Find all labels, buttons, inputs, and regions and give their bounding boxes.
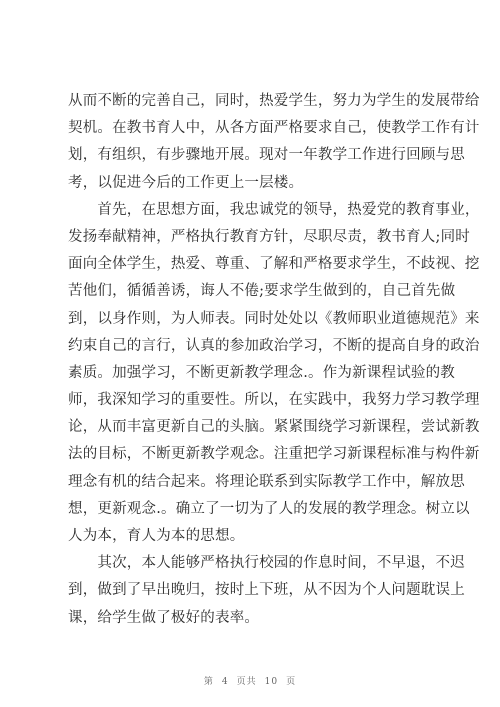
- document-body: [68, 88, 480, 632]
- text-line: 从而不断的完善自己，同时，热爱学生，努力为学生的发展带给: [68, 93, 480, 109]
- text-line: 到，以身作则，为人师表。同时处处以《教师职业道德规范》来: [68, 310, 480, 327]
- text-line: 其次，本人能够严格执行校园的作息时间，不早退，不迟: [68, 555, 465, 572]
- text-line: 面向全体学生，热爱、尊重、了解和严格要求学生，不歧视、挖: [68, 256, 480, 273]
- text-line: 到，做到了早出晚归，按时上下班，从不因为个人问题耽误上: [68, 582, 465, 599]
- text-line: 课，给学生做了极好的表率。: [68, 609, 260, 626]
- text-line: 约束自己的言行，认真的参加政治学习，不断的提高自身的政治: [68, 337, 480, 354]
- footer-suffix: 页: [286, 677, 297, 687]
- text-line: 划，有组织，有步骤地开展。现对一年教学工作进行回顾与思: [68, 147, 465, 164]
- text-line: 理念有机的结合起来。将理论联系到实际教学工作中，解放思: [68, 473, 465, 490]
- text-line: 契机。在教书育人中，从各方面严格要求自己，使教学工作有计: [68, 120, 480, 137]
- text-line: 发扬奉献精神，严格执行教育方针，尽职尽责，教书育人;同时: [68, 228, 470, 245]
- footer-prefix: 第: [203, 677, 214, 687]
- footer-middle: 页共: [236, 677, 257, 687]
- text-line: 苦他们，循循善诱，诲人不倦;要求学生做到的，自己首先做: [68, 283, 456, 300]
- text-line: 首先，在思想方面，我忠诚党的领导，热爱党的教育事业，: [68, 201, 480, 218]
- text-line: 想，更新观念.。确立了一切为了人的发展的教学理念。树立以: [68, 500, 470, 517]
- footer-page-number: 4: [221, 677, 229, 687]
- text-line: 论，从而丰富更新自己的头脑。紧紧围绕学习新课程，尝试新教: [68, 419, 480, 436]
- text-line: 考，以促进今后的工作更上一层楼。: [68, 174, 304, 191]
- text-line: 人为本，育人为本的思想。: [68, 528, 245, 544]
- text-line: 法的目标，不断更新教学观念。注重把学习新课程标准与构件新: [68, 446, 480, 463]
- text-line: 素质。加强学习，不断更新教学理念.。作为新课程试验的教: [68, 364, 456, 381]
- footer-total-pages: 10: [264, 677, 279, 687]
- text-line: 师，我深知学习的重要性。所以，在实践中，我努力学习教学理: [68, 392, 480, 409]
- page-footer: [0, 674, 500, 687]
